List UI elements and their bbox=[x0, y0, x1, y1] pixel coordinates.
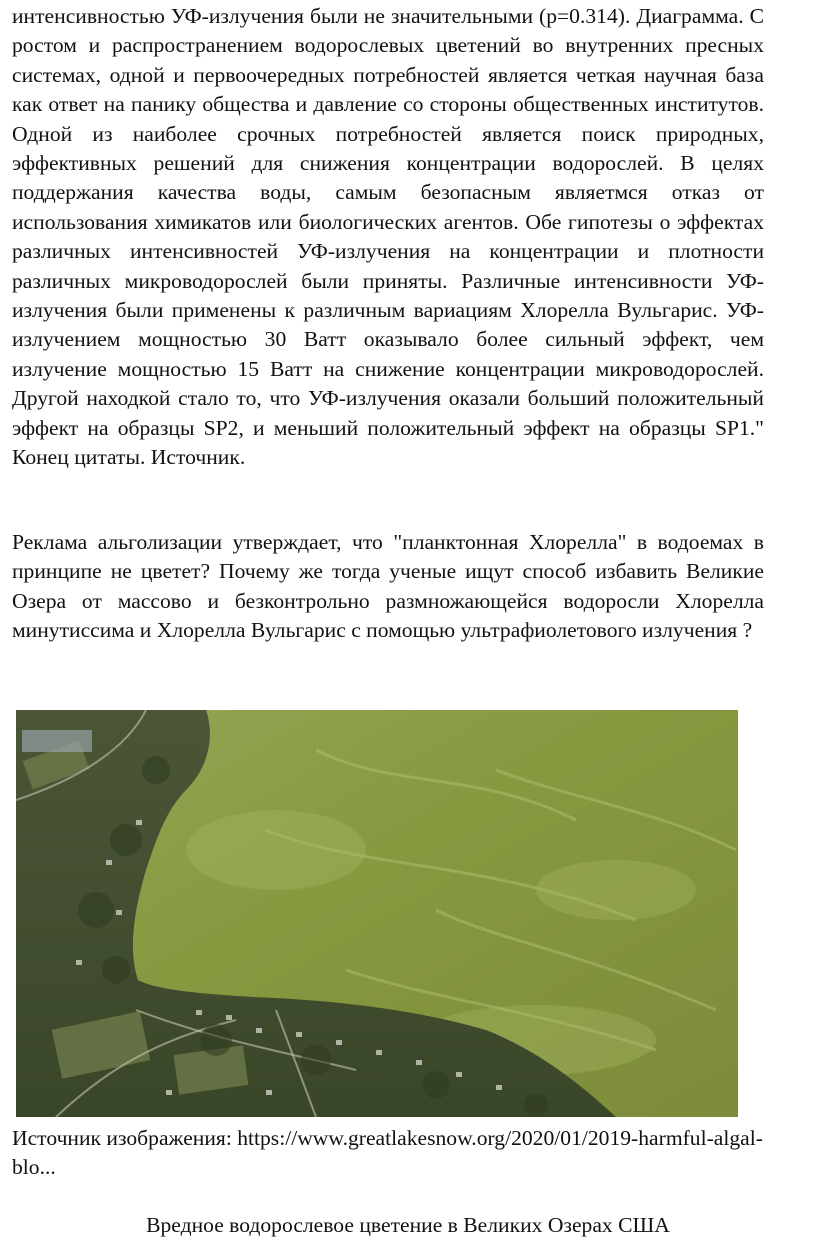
body-paragraph-1: интенсивностью УФ-излучения были не значительными (p=0.314). Диаграмма. С ростом и распространением водорослевых цветений во внутренних пресных системах, одной и первоочередных потребностей является четкая научная база как ответ на панику общества и давление со стороны общественных институтов. Одной из наиболее срочных потребностей является поиск природных, эффективных решений для снижения концентрации водорослей. В целях поддержания качества воды, самым безопасным являетмся отказ от использования химикатов или биологических агентов. Обе гипотезы о эффектах различных интенсивностей УФ-излучения на концентрации и плотности различных микроводорослей были приняты. Различные интенсивности УФ-излучения были применены к различным вариациям Хлорелла Вульгарис. УФ-излучением мощностью 30 Ватт оказывало более сильный эффект, чем излучение мощностью 15 Ватт на снижение концентрации микроводорослей. Другой находкой стало то, что УФ-излучения оказали больший положительный эффект на образцы SP2, и меньший положительный эффект на образцы SP1." Конец цитаты. Источник. bbox=[12, 4, 764, 470]
algal-bloom-aerial-photo bbox=[16, 710, 738, 1117]
marina bbox=[22, 730, 92, 752]
aerial-photo-drawing bbox=[16, 710, 738, 1117]
image-source-link[interactable]: Источник изображения: https://www.greatlakesnow.org/2020/01/2019-harmful-algal-blo... bbox=[12, 1126, 763, 1180]
image-caption: Вредное водорослевое цветение в Великих Озерах США bbox=[146, 1213, 670, 1237]
body-paragraph-2: Реклама альголизации утверждает, что "планктонная Хлорелла" в водоемах в принципе не цветет? Почему же тогда ученые ищут способ избавить Великие Озера от массово и безконтрольно размножающейся водоросли Хлорелла минутиссима и Хлорелла Вульгарис с помощью ультрафиолетового излучения ? bbox=[12, 530, 764, 643]
